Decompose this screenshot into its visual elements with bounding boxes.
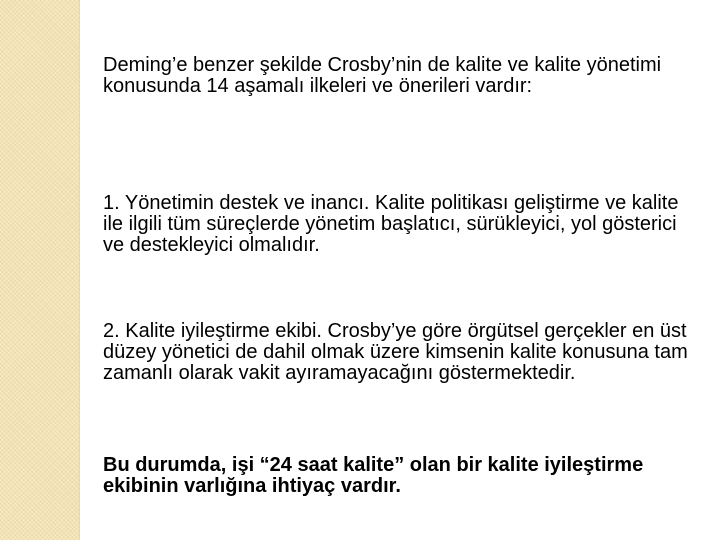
side-band-divider: [79, 0, 80, 540]
decorative-side-band: [0, 0, 79, 540]
point-1-paragraph: 1. Yönetimin destek ve inancı. Kalite politikası geliştirme ve kalite ile ilgili tüm süreçlerde yönetim başlatıcı, sürükleyici, yol gösterici ve destekleyici olmalıdır.: [103, 192, 679, 256]
point-2-paragraph: 2. Kalite iyileştirme ekibi. Crosby’ye göre örgütsel gerçekler en üst düzey yönetici de dahil olmak üzere kimsenin kalite konusuna tam zamanlı olarak vakit ayıramayacağını göstermektedir.: [103, 320, 688, 384]
intro-paragraph: Deming’e benzer şekilde Crosby’nin de kalite ve kalite yönetimi konusunda 14 aşamalı ilkeleri ve önerileri vardır:: [103, 54, 662, 97]
conclusion-paragraph: Bu durumda, işi “24 saat kalite” olan bir kalite iyileştirme ekibinin varlığına ihtiyaç vardır.: [103, 454, 644, 497]
